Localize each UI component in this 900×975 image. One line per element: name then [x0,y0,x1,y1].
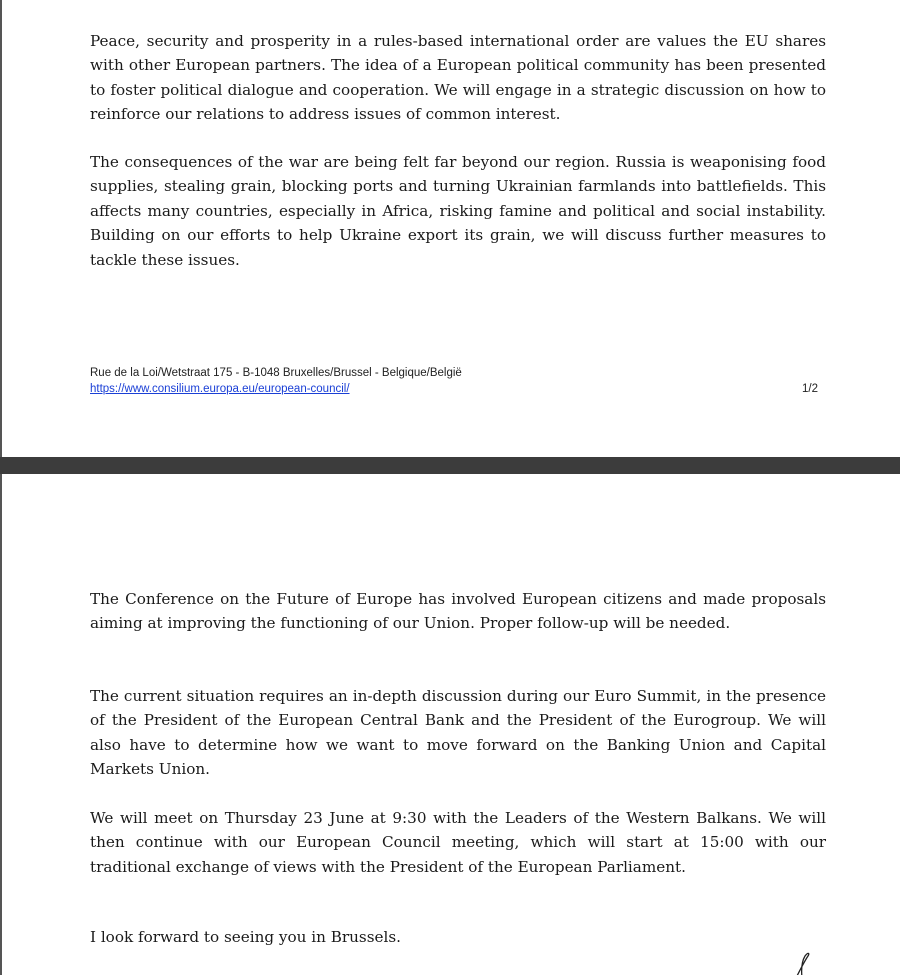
page-number: 1/2 [802,383,818,395]
footer-address: Rue de la Loi/Wetstraat 175 - B-1048 Bruxelles/Brussel - Belgique/België [90,367,462,379]
signature-mark [774,948,834,975]
paragraph-war-consequences: The consequences of the war are being felt far beyond our region. Russia is weaponising food supplies, stealing grain, blocking ports and turning Ukrainian farmlands into battlefields. This affects many countries, especially in Africa, risking famine and political and social instability. Building on our efforts to help Ukraine export its grain, we will discuss further measures to tackle these issues. [90,153,826,269]
paragraph-conference-future-europe: The Conference on the Future of Europe has involved European citizens and made proposals aiming at improving the functioning of our Union. Proper follow-up will be needed. [90,590,826,633]
paragraph-european-political-community: Peace, security and prosperity in a rules-based international order are values the EU shares with other European partners. The idea of a European political community has been presented to foster political dialogue and cooperation. We will engage in a strategic discussion on how to reinforce our relations to address issues of common interest. [90,32,826,124]
paragraph-euro-summit: The current situation requires an in-depth discussion during our Euro Summit, in the presence of the President of the European Central Bank and the President of the Eurogroup. We will also have to determine how we want to move forward on the Banking Union and Capital Markets Union. [90,687,826,779]
paragraph-meeting-schedule: We will meet on Thursday 23 June at 9:30 with the Leaders of the Western Balkans. We will then continue with our European Council meeting, which will start at 15:00 with our traditional exchange of views with the President of the European Parliament. [90,809,826,876]
document-page-1 [0,0,900,457]
paragraph-closing: I look forward to seeing you in Brussels. [90,928,401,946]
footer-website-link[interactable]: https://www.consilium.europa.eu/european-council/ [90,383,350,395]
document-page-2 [0,474,900,975]
